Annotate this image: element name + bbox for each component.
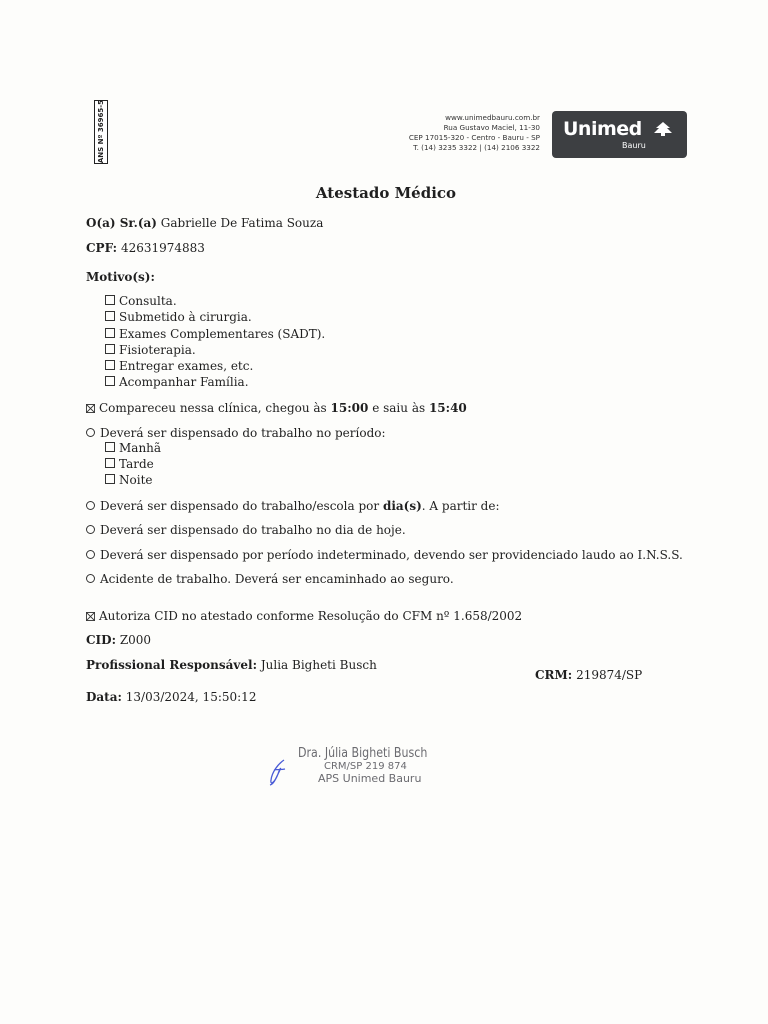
checkbox-icon [105,376,115,386]
checked-box-icon [86,612,95,621]
radio-icon [86,574,95,583]
motivos-label: Motivo(s): [86,270,155,284]
cpf-line [86,241,205,255]
cpf-value: 42631974883 [120,241,205,255]
period-option: Deverá ser dispensado do trabalho no período: [86,426,386,440]
cid-label: CID: [86,633,116,647]
ans-registration-stamp [94,100,108,164]
motivo-item: Entregar exames, etc. [105,359,253,373]
unimed-tree-icon [652,122,674,136]
cid-authorization: Autoriza CID no atestado conforme Resolução do CFM nº 1.658/2002 [86,609,522,623]
period-item: Manhã [105,441,161,455]
checkbox-icon [105,442,115,452]
date-line [86,690,256,704]
motivo-item: Submetido à cirurgia. [105,310,252,324]
cid-value: Z000 [119,633,152,647]
ans-number: ANS Nº 36965-5 [97,100,105,164]
professional-label: Profissional Responsável: [86,658,257,672]
checkbox-icon [105,360,115,370]
motivo-item: Exames Complementares (SADT). [105,327,325,341]
arrival-time: 15:00 [330,401,369,415]
address-text: Rua Gustavo Maciel, 11-30 [443,123,540,132]
days-option: Deverá ser dispensado do trabalho/escola por dia(s). A partir de: [86,499,500,513]
radio-icon [86,525,95,534]
signer-crm: CRM/SP 219 874 [324,761,407,772]
accident-option: Acidente de trabalho. Deverá ser encaminhado ao seguro. [86,572,454,586]
patient-name: Gabrielle De Fatima Souza [160,216,324,230]
patient-name-label: O(a) Sr.(a) [86,216,157,230]
today-option: Deverá ser dispensado do trabalho no dia de hoje. [86,523,406,537]
checkbox-icon [105,311,115,321]
crm-label: CRM: [535,668,573,682]
professional-name: Julia Bigheti Busch [260,658,377,672]
cid-line [86,633,151,647]
crm-value: 219874/SP [576,668,643,682]
date-label: Data: [86,690,122,704]
crm-line [535,668,642,682]
website-text: www.unimedbauru.com.br [445,113,540,122]
radio-icon [86,428,95,437]
professional-line [86,658,377,672]
checkbox-icon [105,295,115,305]
contact-block [409,113,540,153]
checkbox-icon [105,344,115,354]
cep-text: CEP 17015-320 - Centro - Bauru - SP [408,133,540,142]
attendance-line: Compareceu nessa clínica, chegou às 15:00 e saiu às 15:40 [86,401,467,415]
signature-stamp [298,746,450,785]
indefinite-option: Deverá ser dispensado por período indeterminado, devendo ser providenciado laudo ao I.N.S.S. [86,548,683,562]
cpf-label: CPF: [86,241,118,255]
motivo-item: Acompanhar Família. [105,375,249,389]
checkbox-icon [105,474,115,484]
motivo-item: Consulta. [105,294,177,308]
unimed-logo [552,111,687,158]
logo-city: Bauru [622,141,646,150]
motivo-item: Fisioterapia. [105,343,196,357]
signer-unit: APS Unimed Bauru [318,772,422,785]
page-title: Atestado Médico [315,184,457,202]
signer-name: Dra. Júlia Bigheti Busch [298,746,428,761]
patient-name-line [86,216,323,230]
date-value: 13/03/2024, 15:50:12 [125,690,257,704]
phone-text: T. (14) 3235 3322 | (14) 2106 3322 [413,143,540,152]
departure-time: 15:40 [428,401,467,415]
checkbox-icon [105,328,115,338]
radio-icon [86,550,95,559]
logo-brand: Unimed [563,118,642,140]
checkbox-icon [105,458,115,468]
signature-scribble [266,758,290,788]
radio-icon [86,501,95,510]
checked-box-icon [86,404,95,413]
period-item: Tarde [105,457,154,471]
period-item: Noite [105,473,153,487]
